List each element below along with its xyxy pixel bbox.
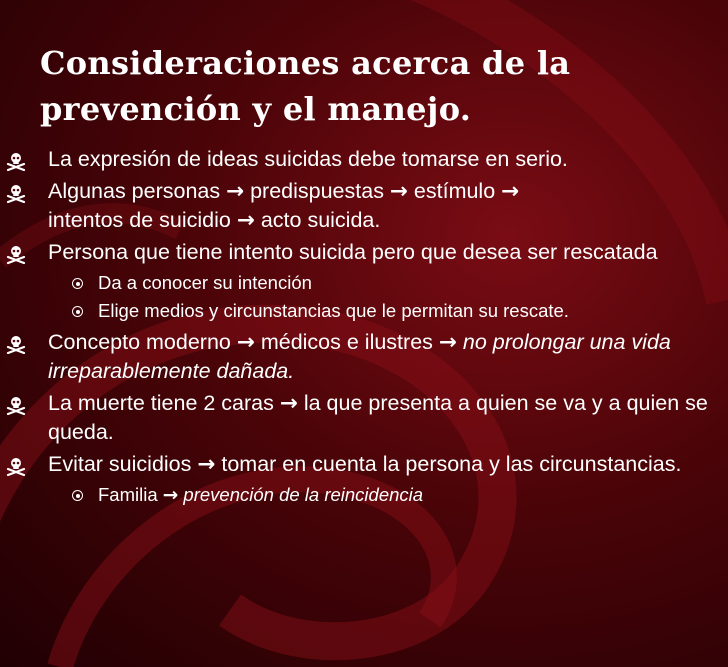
sub-list (48, 481, 728, 510)
arrow-right-icon: → (197, 452, 216, 477)
italic-text: no prolongar una vida irreparablemente dañada. (48, 330, 671, 383)
bullet-item-2 (0, 177, 728, 235)
skull-crossbones-icon (6, 395, 26, 415)
text-fragment: estímulo (407, 179, 502, 203)
slide-title (40, 40, 700, 132)
skull-crossbones-icon (6, 183, 26, 203)
text-fragment: predispuestas (244, 179, 390, 203)
bullet-list (0, 145, 728, 513)
text-fragment: acto suicida. (254, 208, 381, 232)
text-fragment: médicos e ilustres (254, 330, 439, 354)
sub-text: Familia (98, 484, 163, 505)
bullet-text: Persona que tiene intento suicida pero que desea ser rescatada (48, 240, 658, 264)
sub-item-2 (48, 297, 728, 325)
arrow-right-icon: → (236, 330, 255, 355)
text-fragment: la que presenta a quien se va y a quien se queda. (48, 391, 708, 444)
title-line-2: prevención y el manejo. (40, 90, 472, 128)
skull-crossbones-icon (6, 334, 26, 354)
arrow-right-icon: → (389, 179, 408, 204)
sub-list (48, 269, 728, 325)
bullet-item-1 (0, 145, 728, 174)
text-fragment: tomar en cuenta la persona y las circunstancias. (215, 452, 682, 476)
text-fragment: La muerte tiene 2 caras (48, 391, 280, 415)
skull-crossbones-icon (6, 151, 26, 171)
sub-text: Elige medios y circunstancias que le permitan su rescate. (98, 300, 569, 321)
skull-crossbones-icon (6, 244, 26, 264)
arrow-right-icon: → (438, 330, 457, 355)
arrow-right-icon: → (226, 179, 245, 204)
arrow-right-icon: → (236, 208, 255, 233)
bullet-item-4 (0, 328, 728, 386)
sub-item-1 (48, 481, 728, 510)
sub-text: Da a conocer su intención (98, 272, 312, 293)
sub-item-1 (48, 269, 728, 297)
ring-dot-icon (72, 306, 83, 317)
text-fragment: intentos de suicidio (48, 208, 237, 232)
bullet-item-6 (0, 450, 728, 510)
text-fragment: Algunas personas (48, 179, 227, 203)
arrow-right-icon: → (501, 179, 520, 204)
bullet-text: La expresión de ideas suicidas debe tomarse en serio. (48, 147, 568, 171)
ring-dot-icon (72, 490, 83, 501)
text-fragment: Evitar suicidios (48, 452, 198, 476)
arrow-right-icon: → (279, 391, 298, 416)
skull-crossbones-icon (6, 456, 26, 476)
arrow-right-icon: → (162, 485, 179, 506)
bullet-item-3 (0, 238, 728, 325)
ring-dot-icon (72, 278, 83, 289)
title-line-1: Consideraciones acerca de la (40, 44, 571, 82)
text-fragment: Concepto moderno (48, 330, 237, 354)
bullet-item-5 (0, 389, 728, 447)
italic-text: prevención de la reincidencia (183, 484, 424, 505)
